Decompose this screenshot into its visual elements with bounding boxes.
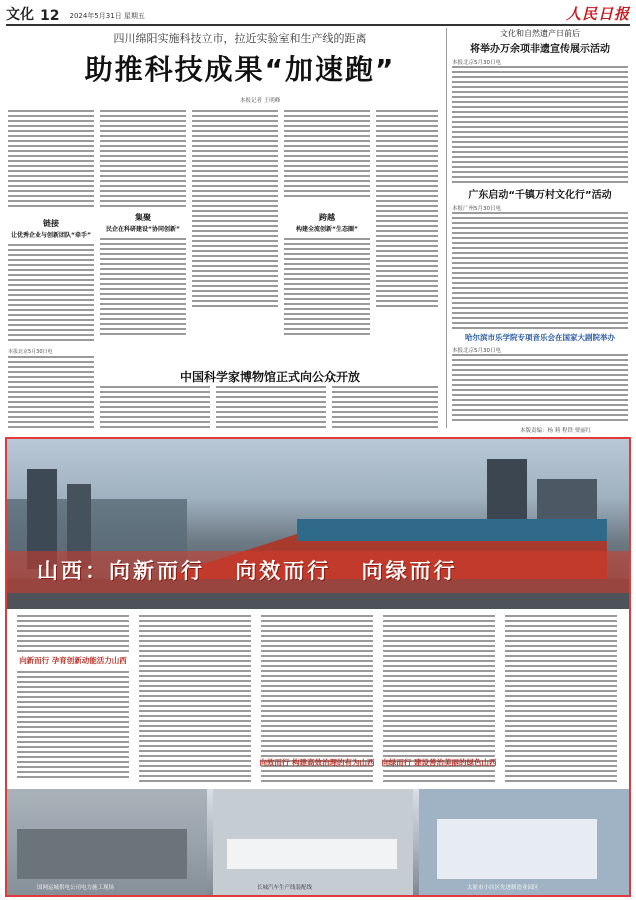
right-news-1-headline: 将举办万余项非遗宣传展示活动 — [470, 44, 610, 55]
mid-news-col-1 — [100, 386, 210, 431]
feature-subhead-2: 向效而行 构建高效治理的有为山西 — [259, 758, 375, 767]
caption-3: 太原市小店区先进制造业园区 — [467, 885, 539, 891]
right-news-2-text — [452, 212, 628, 332]
left-brief-text — [8, 356, 94, 431]
right-news-2-dateline: 本报广州5月30日电 — [452, 206, 501, 212]
right-news-2-headline: 广东启动“千镇万村文化行”活动 — [468, 190, 612, 201]
lead-subhead-1: 链接 — [43, 219, 59, 228]
lead-col-4b-text — [284, 238, 370, 338]
right-news-3-headline: 哈尔滨市乐学院专项音乐会在国家大剧院举办 — [465, 333, 615, 342]
newspaper-logo: 人民日报 — [565, 5, 630, 23]
lead-subhead-2b: 民企在科研建设“协同创新” — [106, 226, 180, 233]
issue-date: 2024年5月31日 星期五 — [69, 12, 145, 20]
feature-title-part-1: 山西：向新而行 — [37, 559, 205, 583]
caption-2: 长城汽车生产线装配线 — [257, 885, 313, 891]
column-divider — [446, 28, 447, 428]
section-name: 文化 — [6, 7, 34, 23]
left-brief-dateline: 本报北京5月30日电 — [8, 349, 53, 355]
lead-subhead-3: 跨越 — [319, 213, 335, 222]
lead-col-1b-text — [8, 244, 94, 344]
lead-subhead-1b: 让优秀企业与创新团队“牵手” — [11, 232, 91, 239]
page-number: 12 — [40, 8, 60, 24]
lead-col-2-text — [100, 110, 186, 210]
right-news-1-dateline: 本报北京5月30日电 — [452, 60, 501, 66]
lead-col-1-text — [8, 110, 94, 210]
lead-col-2b-text — [100, 238, 186, 338]
feature-col-1-text — [17, 615, 129, 655]
right-news-1-text — [452, 66, 628, 186]
masthead — [6, 4, 630, 26]
feature-photo-strip — [7, 789, 629, 895]
feature-col-5-text — [505, 615, 617, 785]
lead-headline: 助推科技成果“加速跑” — [84, 53, 396, 86]
caption-1: 国网运城供电公司电力施工现场 — [37, 885, 115, 891]
lead-col-3-text — [192, 110, 278, 310]
lead-byline: 本报记者 王明峰 — [240, 98, 281, 104]
right-news-3-dateline: 本报北京5月30日电 — [452, 348, 501, 354]
lead-kicker: 四川绵阳实施科技立市，拉近实验室和生产线的距离 — [113, 32, 367, 45]
mid-news-headline: 中国科学家博物馆正式向公众开放 — [179, 370, 360, 384]
shanxi-feature — [5, 437, 631, 897]
feature-title-part-2: 向效而行 — [235, 559, 332, 583]
feature-col-1b-text — [17, 671, 129, 781]
mid-news-col-2 — [216, 386, 326, 431]
lead-col-4-text — [284, 110, 370, 200]
feature-title — [37, 555, 478, 585]
right-news-3-text — [452, 354, 628, 424]
industrial-illustration — [7, 789, 629, 895]
right-news-1-kicker: 文化和自然遗产日前后 — [500, 29, 580, 38]
lead-subhead-3b: 构建全流创新“生态圈” — [296, 226, 358, 233]
feature-col-2-text — [139, 615, 251, 785]
lead-col-5-text — [376, 110, 438, 310]
right-footer: 本版责编：杨 莉 程铁 贾丽红 — [520, 428, 592, 434]
lead-subhead-2: 集聚 — [135, 213, 151, 222]
mid-news-col-3 — [332, 386, 438, 431]
feature-title-part-3: 向绿而行 — [361, 559, 458, 583]
feature-subhead-3: 向绿而行 建设善治美丽的绿色山西 — [381, 758, 497, 767]
feature-subhead-1: 向新而行 孕育创新动能活力山西 — [19, 656, 127, 665]
